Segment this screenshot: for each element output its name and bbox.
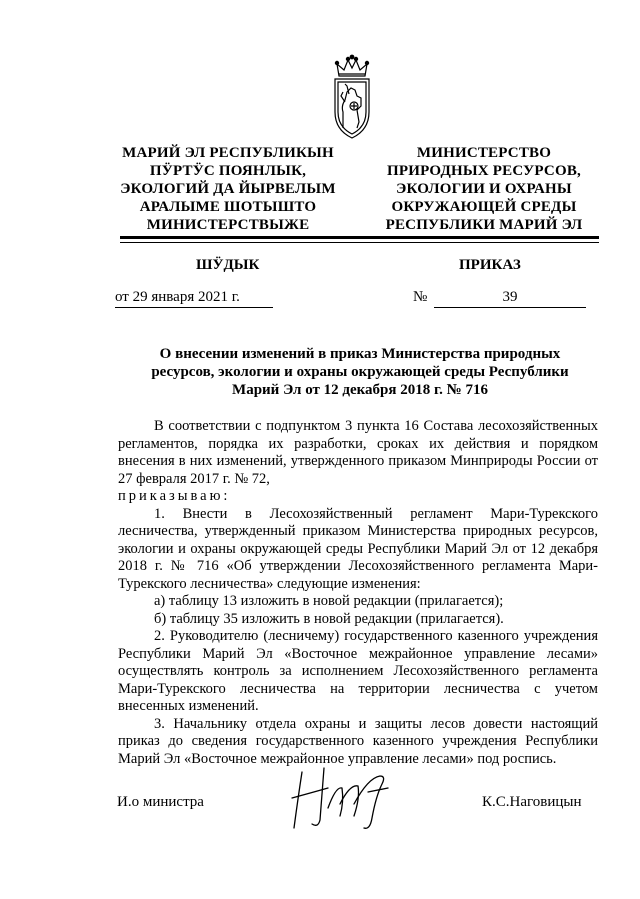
signatory-name: К.С.Наговицын	[482, 794, 582, 810]
document-type-mari: ШӰДЫК	[196, 257, 260, 273]
coat-of-arms-emblem	[327, 54, 377, 142]
body-subitem-a: а) таблицу 13 изложить в новой редакции (прилагается);	[154, 593, 504, 609]
order-title	[112, 345, 608, 399]
ministry-name-russian-line: ПРИРОДНЫХ РЕСУРСОВ,	[386, 163, 581, 179]
document-number-label: №	[413, 289, 428, 305]
order-title-line: О внесении изменений в приказ Министерства природных	[159, 346, 561, 362]
body-paragraph-item-3: 3. Начальнику отдела охраны и защиты лесов довести настоящий приказ до сведения государственного казенного учреждения Республики Марий Эл «Восточное межрайонное управление лесами» под роспись.	[118, 715, 598, 767]
ministry-name-mari-line: МИНИСТЕРСТВЫЖЕ	[146, 217, 310, 233]
order-keyword: приказываю:	[118, 488, 231, 504]
ministry-name-mari	[112, 144, 344, 234]
ministry-name-mari-line: ЭКОЛОГИЙ ДА ЙЫРВЕЛЫМ	[120, 181, 336, 197]
order-body	[118, 418, 598, 768]
document-number: 39	[434, 289, 586, 308]
body-paragraph-item-2: 2. Руководителю (лесничему) государственного казенного учреждения Республики Марий Эл «Восточное межрайонное управление лесами» осуществлять контроль за исполнением Лесохозяйственного регламента Мари-Турекского лесничества на территории лесничества с учетом внесенных изменений.	[118, 628, 598, 714]
ministry-name-russian-line: РЕСПУБЛИКИ МАРИЙ ЭЛ	[385, 217, 583, 233]
ministry-name-mari-line: ПӰРТӰС ПОЯНЛЫК,	[149, 163, 307, 179]
document-type-russian: ПРИКАЗ	[459, 257, 521, 273]
body-paragraph-item-1: 1. Внести в Лесохозяйственный регламент Мари-Турекского лесничества, утвержденный приказом Министерства природных ресурсов, экологии и охраны окружающей среды Республики Марий Эл от 12 декабря 2018 г. № 716 «Об утверждении Лесохозяйственного регламента Мари-Турекского лесничества» следующие изменения:	[118, 505, 598, 592]
header-divider-thin	[120, 242, 599, 243]
header-divider-thick	[120, 236, 599, 239]
document-date: от 29 января 2021 г.	[115, 289, 273, 308]
signatory-position: И.о министра	[117, 794, 204, 810]
ministry-name-mari-line: МАРИЙ ЭЛ РЕСПУБЛИКЫН	[122, 145, 334, 161]
order-title-line: Марий Эл от 12 декабря 2018 г. № 716	[232, 382, 488, 398]
ministry-name-mari-line: АРАЛЫМЕ ШОТЫШТО	[139, 199, 317, 215]
ministry-name-russian-line: МИНИСТЕРСТВО	[416, 145, 552, 161]
handwritten-signature	[284, 758, 394, 838]
ministry-name-russian-line: ОКРУЖАЮЩЕЙ СРЕДЫ	[391, 199, 577, 215]
order-title-line: ресурсов, экологии и охраны окружающей среды Республики	[151, 364, 569, 380]
ministry-name-russian-line: ЭКОЛОГИИ И ОХРАНЫ	[396, 181, 572, 197]
body-subitem-b: б) таблицу 35 изложить в новой редакции (прилагается).	[154, 610, 504, 627]
body-paragraph-preamble: В соответствии с подпунктом 3 пункта 16 Состава лесохозяйственных регламентов, порядка их разработки, сроках их действия и порядком внесения в них изменений, утвержденного приказом Минприроды России от 27 февраля 2017 г. № 72,	[118, 418, 598, 487]
ministry-name-russian	[372, 144, 596, 234]
